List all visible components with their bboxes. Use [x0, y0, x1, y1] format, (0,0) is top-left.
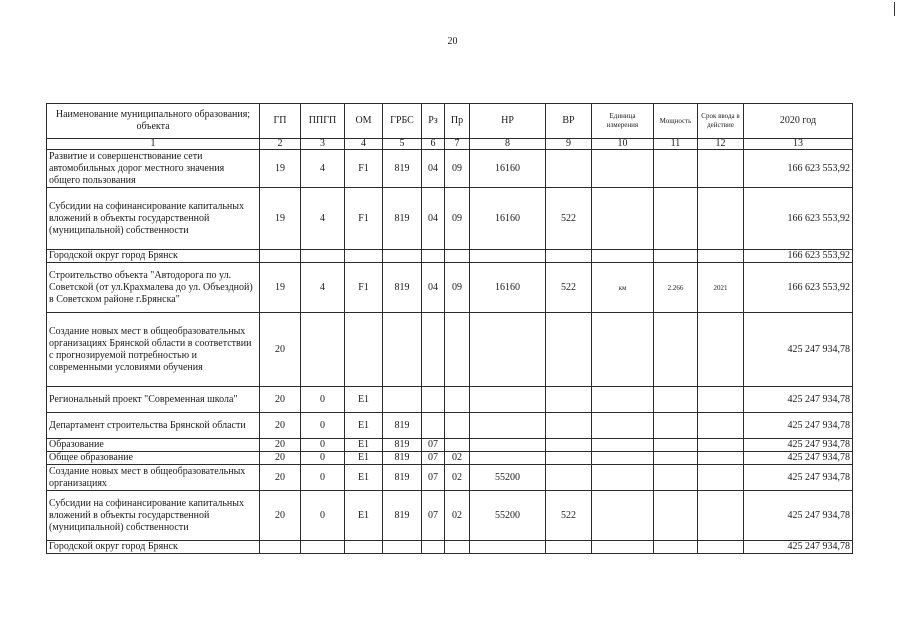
cell-rz: [422, 541, 445, 554]
cell-rz: [422, 387, 445, 413]
header-row: [47, 104, 853, 139]
cell-unit: [592, 250, 654, 263]
cell-vr: [546, 413, 592, 439]
cell-om: E1: [345, 439, 383, 452]
cell-commission-date: 2021: [698, 263, 744, 313]
header-cell-year-2020: 2020 год: [744, 104, 853, 139]
column-number: 11: [654, 139, 698, 150]
cell-grbs: [383, 541, 422, 554]
cell-gp: [260, 541, 301, 554]
cell-amount-2020: 166 623 553,92: [744, 150, 853, 188]
cell-gp: 20: [260, 452, 301, 465]
cell-commission-date: [698, 313, 744, 387]
cell-capacity: [654, 413, 698, 439]
cell-unit: [592, 439, 654, 452]
column-number: 6: [422, 139, 445, 150]
cell-commission-date: [698, 452, 744, 465]
header-cell-ppgp: ППГП: [301, 104, 345, 139]
cell-pr: [445, 413, 470, 439]
cell-unit: [592, 491, 654, 541]
table-row: [47, 250, 853, 263]
cell-nr: 55200: [470, 491, 546, 541]
cell-capacity: [654, 465, 698, 491]
cell-name: Образование: [47, 439, 260, 452]
header-cell-nr: НР: [470, 104, 546, 139]
cell-name: Городской округ город Брянск: [47, 541, 260, 554]
cell-amount-2020: 425 247 934,78: [744, 413, 853, 439]
cell-amount-2020: 166 623 553,92: [744, 263, 853, 313]
cell-amount-2020: 425 247 934,78: [744, 541, 853, 554]
column-number: 4: [345, 139, 383, 150]
scan-edge-mark: [894, 2, 895, 16]
cell-amount-2020: 425 247 934,78: [744, 439, 853, 452]
cell-ppgp: [301, 313, 345, 387]
header-cell-rz: Рз: [422, 104, 445, 139]
cell-name: Создание новых мест в общеобразовательных организациях: [47, 465, 260, 491]
column-number: 9: [546, 139, 592, 150]
cell-vr: 522: [546, 263, 592, 313]
cell-name: Субсидии на софинансирование капитальных вложений в объекты государственной (муниципальной) собственности: [47, 491, 260, 541]
cell-nr: 16160: [470, 188, 546, 250]
cell-capacity: 2.266: [654, 263, 698, 313]
table-row: [47, 188, 853, 250]
cell-nr: [470, 387, 546, 413]
page-number: 20: [447, 36, 458, 47]
header-cell-gp: ГП: [260, 104, 301, 139]
cell-rz: [422, 250, 445, 263]
cell-nr: [470, 413, 546, 439]
cell-grbs: 819: [383, 150, 422, 188]
cell-grbs: 819: [383, 491, 422, 541]
cell-unit: [592, 387, 654, 413]
header-cell-name: Наименование муниципального образования; объекта: [47, 104, 260, 139]
cell-pr: 09: [445, 150, 470, 188]
cell-nr: 16160: [470, 263, 546, 313]
cell-commission-date: [698, 150, 744, 188]
cell-vr: [546, 541, 592, 554]
cell-pr: 09: [445, 188, 470, 250]
cell-vr: 522: [546, 188, 592, 250]
column-number: 1: [47, 139, 260, 150]
cell-ppgp: 0: [301, 491, 345, 541]
cell-gp: 19: [260, 150, 301, 188]
cell-ppgp: 0: [301, 452, 345, 465]
cell-ppgp: 0: [301, 413, 345, 439]
column-number: 2: [260, 139, 301, 150]
cell-pr: [445, 250, 470, 263]
cell-pr: 09: [445, 263, 470, 313]
cell-commission-date: [698, 413, 744, 439]
header-cell-commission-date: Срок ввода в действие: [698, 104, 744, 139]
cell-unit: [592, 188, 654, 250]
cell-name: Региональный проект "Современная школа": [47, 387, 260, 413]
cell-commission-date: [698, 541, 744, 554]
cell-amount-2020: 425 247 934,78: [744, 491, 853, 541]
cell-gp: 20: [260, 413, 301, 439]
cell-rz: [422, 313, 445, 387]
cell-om: [345, 541, 383, 554]
cell-nr: 16160: [470, 150, 546, 188]
cell-unit: [592, 452, 654, 465]
cell-grbs: 819: [383, 465, 422, 491]
cell-grbs: 819: [383, 413, 422, 439]
cell-grbs: [383, 250, 422, 263]
cell-om: E1: [345, 465, 383, 491]
cell-vr: [546, 313, 592, 387]
cell-unit: км: [592, 263, 654, 313]
cell-capacity: [654, 387, 698, 413]
table-row: [47, 150, 853, 188]
header-cell-capacity: Мощность: [654, 104, 698, 139]
cell-ppgp: 4: [301, 150, 345, 188]
cell-capacity: [654, 313, 698, 387]
cell-vr: [546, 439, 592, 452]
cell-amount-2020: 425 247 934,78: [744, 452, 853, 465]
cell-vr: [546, 150, 592, 188]
cell-nr: 55200: [470, 465, 546, 491]
cell-pr: [445, 387, 470, 413]
cell-capacity: [654, 491, 698, 541]
column-number: 3: [301, 139, 345, 150]
cell-unit: [592, 313, 654, 387]
cell-gp: 20: [260, 465, 301, 491]
budget-table: [46, 103, 853, 554]
cell-pr: 02: [445, 465, 470, 491]
cell-commission-date: [698, 250, 744, 263]
cell-grbs: [383, 313, 422, 387]
cell-commission-date: [698, 387, 744, 413]
cell-om: F1: [345, 188, 383, 250]
cell-om: E1: [345, 452, 383, 465]
cell-ppgp: 0: [301, 465, 345, 491]
cell-capacity: [654, 250, 698, 263]
cell-commission-date: [698, 188, 744, 250]
cell-capacity: [654, 439, 698, 452]
cell-gp: 19: [260, 188, 301, 250]
cell-rz: [422, 413, 445, 439]
cell-gp: 20: [260, 313, 301, 387]
cell-amount-2020: 166 623 553,92: [744, 188, 853, 250]
cell-om: [345, 313, 383, 387]
cell-om: E1: [345, 491, 383, 541]
cell-pr: 02: [445, 491, 470, 541]
cell-nr: [470, 452, 546, 465]
cell-amount-2020: 425 247 934,78: [744, 387, 853, 413]
cell-vr: [546, 452, 592, 465]
table-row: [47, 465, 853, 491]
cell-ppgp: [301, 541, 345, 554]
cell-ppgp: 4: [301, 263, 345, 313]
table-row: [47, 491, 853, 541]
cell-name: Городской округ город Брянск: [47, 250, 260, 263]
column-number: 5: [383, 139, 422, 150]
cell-commission-date: [698, 439, 744, 452]
header-cell-unit: Единица измерения: [592, 104, 654, 139]
column-number-row: [47, 139, 853, 150]
cell-nr: [470, 541, 546, 554]
cell-gp: [260, 250, 301, 263]
cell-gp: 20: [260, 439, 301, 452]
cell-om: F1: [345, 263, 383, 313]
cell-rz: 04: [422, 263, 445, 313]
cell-ppgp: 4: [301, 188, 345, 250]
cell-rz: 07: [422, 491, 445, 541]
cell-om: F1: [345, 150, 383, 188]
cell-pr: 02: [445, 452, 470, 465]
column-number: 7: [445, 139, 470, 150]
table-row: [47, 413, 853, 439]
cell-pr: [445, 541, 470, 554]
cell-ppgp: [301, 250, 345, 263]
cell-gp: 20: [260, 491, 301, 541]
cell-unit: [592, 465, 654, 491]
column-number: 13: [744, 139, 853, 150]
cell-nr: [470, 439, 546, 452]
cell-rz: 07: [422, 452, 445, 465]
cell-capacity: [654, 188, 698, 250]
cell-name: Строительство объекта "Автодорога по ул. Советской (от ул.Крахмалева до ул. Объездной) в Советском районе г.Брянска": [47, 263, 260, 313]
cell-rz: 04: [422, 188, 445, 250]
cell-rz: 07: [422, 465, 445, 491]
header-cell-grbs: ГРБС: [383, 104, 422, 139]
cell-om: [345, 250, 383, 263]
cell-unit: [592, 541, 654, 554]
cell-name: Департамент строительства Брянской области: [47, 413, 260, 439]
cell-grbs: 819: [383, 439, 422, 452]
cell-gp: 20: [260, 387, 301, 413]
table-row: [47, 439, 853, 452]
cell-ppgp: 0: [301, 387, 345, 413]
cell-amount-2020: 166 623 553,92: [744, 250, 853, 263]
cell-name: Создание новых мест в общеобразовательных организациях Брянской области в соответствии с прогнозируемой потребностью и современными условиями обучения: [47, 313, 260, 387]
cell-unit: [592, 413, 654, 439]
cell-pr: [445, 313, 470, 387]
column-number: 10: [592, 139, 654, 150]
cell-grbs: [383, 387, 422, 413]
cell-vr: [546, 250, 592, 263]
cell-vr: [546, 465, 592, 491]
table-row: [47, 452, 853, 465]
cell-pr: [445, 439, 470, 452]
cell-grbs: 819: [383, 452, 422, 465]
cell-nr: [470, 250, 546, 263]
header-cell-vr: ВР: [546, 104, 592, 139]
table-row: [47, 387, 853, 413]
cell-vr: 522: [546, 491, 592, 541]
cell-grbs: 819: [383, 188, 422, 250]
cell-capacity: [654, 150, 698, 188]
header-cell-pr: Пр: [445, 104, 470, 139]
cell-rz: 04: [422, 150, 445, 188]
column-number: 8: [470, 139, 546, 150]
cell-amount-2020: 425 247 934,78: [744, 313, 853, 387]
cell-ppgp: 0: [301, 439, 345, 452]
cell-commission-date: [698, 465, 744, 491]
cell-capacity: [654, 452, 698, 465]
table-row: [47, 263, 853, 313]
cell-nr: [470, 313, 546, 387]
cell-vr: [546, 387, 592, 413]
cell-capacity: [654, 541, 698, 554]
table-row: [47, 541, 853, 554]
cell-name: Субсидии на софинансирование капитальных вложений в объекты государственной (муниципальной) собственности: [47, 188, 260, 250]
column-number: 12: [698, 139, 744, 150]
cell-commission-date: [698, 491, 744, 541]
cell-unit: [592, 150, 654, 188]
cell-name: Общее образование: [47, 452, 260, 465]
header-cell-om: ОМ: [345, 104, 383, 139]
cell-amount-2020: 425 247 934,78: [744, 465, 853, 491]
cell-grbs: 819: [383, 263, 422, 313]
cell-rz: 07: [422, 439, 445, 452]
cell-om: E1: [345, 387, 383, 413]
cell-om: E1: [345, 413, 383, 439]
cell-gp: 19: [260, 263, 301, 313]
table-row: [47, 313, 853, 387]
cell-name: Развитие и совершенствование сети автомобильных дорог местного значения общего пользования: [47, 150, 260, 188]
